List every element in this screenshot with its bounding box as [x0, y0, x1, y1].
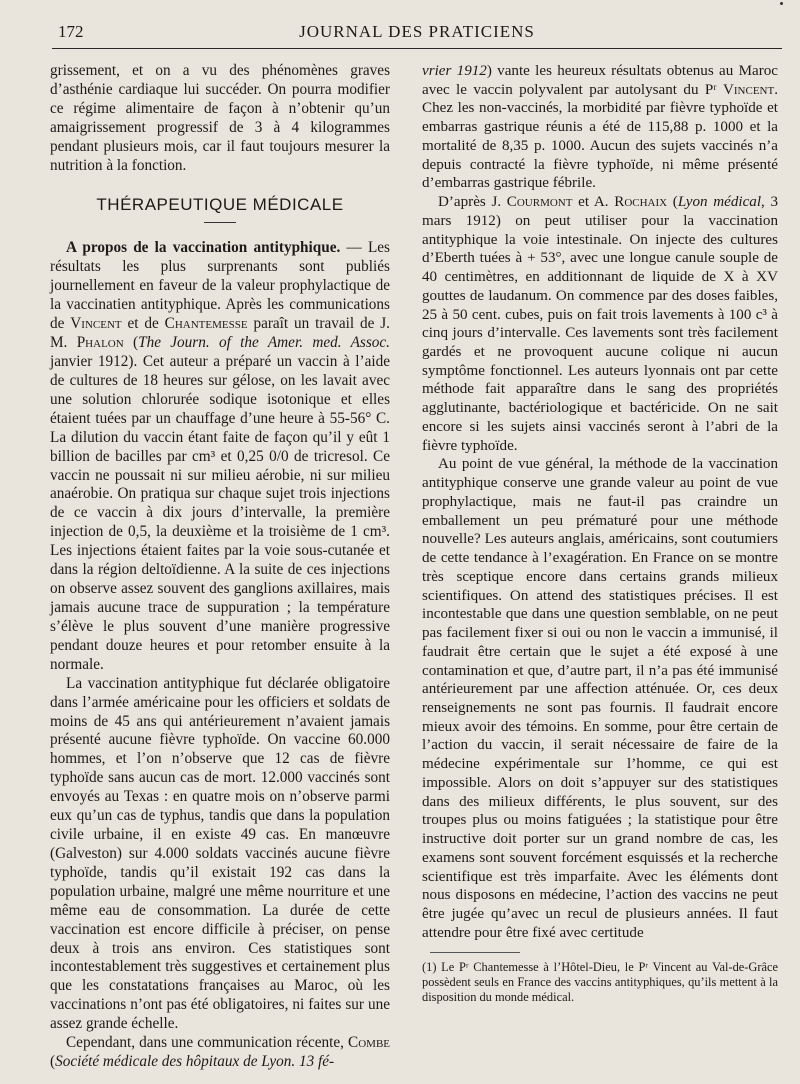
ink-dot: [780, 2, 783, 5]
text-run: Cependant, dans une communication récente,: [66, 1034, 349, 1052]
right-paragraph-1: [422, 62, 778, 193]
author-vincent: Vincent: [70, 315, 122, 333]
author-combe: Combe: [348, 1034, 390, 1052]
text-run: et de: [121, 315, 165, 333]
page-number: 172: [58, 22, 84, 41]
society-citation: Société médicale des hôpitaux de Lyon. 13 fé-: [55, 1053, 335, 1071]
text-run: , 3 mars 1912) on peut utiliser pour la vaccination antityphique la voie intestinale. On injecte des cultures d’Eberth tuées à + 53°, avec une longue canule souple de 40 centimètres, en additionnant de liquide de X à XV gouttes de laudanum. On commence par des doses faibles, 25 à 50 cent. cubes, puis on fait trois lavements à 100 c³ à cinq jours d’intervalle. Ces lavements sont très facilement gardés et ne provoquent aucune colique ni aucun symptôme fonctionnel. Les auteurs lyonnais ont par cette méthode fait apparaître dans le sang des propriétés agglutinante, bactériologique et bactéricide. On ne sait encore si les sujets ainsi vaccinés seront à l’abri de la fièvre typhoïde.: [422, 194, 779, 454]
article-paragraph-2: La vaccination antityphique fut déclarée obligatoire dans l’armée américaine pour les officiers et soldats de moins de 45 ans qui antérieurement n’avaient jamais présenté aucune fièvre typhoïde. On vaccine 60.000 hommes, et l’on n’observe que 12 cas de fièvre typhoïde sans aucun cas de mort. 12.000 vaccinés sont envoyés au Texas : en quatre mois on n’observe parmi eux qu’un cas de typhus, tandis que dans la population civile urbaine, il en existe 49 cas. En manœuvre (Galveston) sur 4.000 soldats vaccinés aucune fièvre typhoïde, tandis qu’il existait 192 cas dans la population urbaine, malgré une même nourriture et une même eau de consommation. La durée de cette vaccination est encore difficile à préciser, on pense deux à trois ans environ. Ces statistiques sont incontestablement très suggestives et certainement plus que les constatations françaises au Maroc, où les vaccinations n’ont pas été obligatoires, ni faites sur une assez grande échelle.: [50, 674, 390, 1033]
text-run: (: [123, 334, 139, 352]
title-dash: —: [340, 239, 368, 257]
author-chantemesse: Chantemesse: [164, 315, 248, 333]
article-paragraph-1: [50, 239, 390, 674]
left-column: [50, 62, 390, 1072]
right-paragraph-2: [422, 193, 778, 455]
text-run: Les résultats les plus surprenants sont publiés journellement en faveur de la valeur prophylactique de la vaccinatien antityphique. Après les communications de: [50, 239, 390, 333]
lyon-citation: Lyon médical: [677, 194, 762, 211]
author-vincent-2: Vincent: [722, 81, 775, 98]
text-run: et A.: [572, 194, 615, 211]
author-rochaix: Rochaix: [614, 194, 668, 211]
text-run: (: [50, 1053, 56, 1071]
right-column: [422, 62, 778, 943]
article-title: A propos de la vaccination antityphique.: [66, 239, 341, 257]
journal-citation: The Journ. of the Amer. med. Assoc.: [138, 334, 390, 352]
text-run: D’après J.: [438, 194, 507, 211]
author-courmont: Courmont: [506, 194, 573, 211]
right-paragraph-3: Au point de vue général, la méthode de la vaccination antityphique conserve une grande valeur au point de vue prophylactique, mais ne faut-il pas craindre un emballement un peu prématuré pour une méthode nouvelle? Les auteurs anglais, américains, sont coutumiers de cette tendance à l’exagération. En France on se montre très sceptique encore dans certains grands milieux scientifiques. On attend des statistiques précises. Il est incontestable que dans une question semblable, on ne peut pas facilement fixer si oui ou non le vaccin a immunisé, il faudrait être certain que le sujet a été exposé à une contamination et que, d’autre part, il n’a pas été immunisé antérieurement par une affection atténuée. Or, ces deux renseignements ne sont pas fournis. Il faudrait encore mieux avoir des témoins. En somme, pour être certain de l’action du vaccin, il serait nécessaire de faire de la médecine expérimentale sur l’homme, ce qui est impossible. Alors on doit s’appuyer sur des statistiques dans des milieux différents, le plus souvent, sur des troupes plus ou moins fatiguées ; la statistique pour être instructive doit porter sur un grand nombre de cas, les examens sont souvent forcément esquissés et la recherche scientifique est très imparfaite. Avec les éléments dont nous disposons en médecine, l’action des vaccins ne peut être jugée qu’avec un recul de plusieurs années. Il faut attendre pour être fixé avec certitude: [422, 456, 778, 941]
section-title: THÉRAPEUTIQUE MÉDICALE: [96, 194, 344, 214]
header-rule: [52, 48, 782, 49]
section-underline: [204, 222, 236, 223]
page-header: [52, 22, 782, 48]
article-paragraph-3: [50, 1034, 390, 1072]
text-run: paraît un travail de J. M.: [50, 315, 390, 352]
author-phalon: Phalon: [76, 334, 124, 352]
text-run: (: [667, 194, 678, 211]
continued-paragraph: grissement, et on a vu des phénomènes graves d’asthénie cardiaque lui succéder. On pourra modifier ce régime alimentaire de façon à n’obtenir qu’un amaigrissement progressif de 3 à 4 kilogrammes pendant plusieurs mois, car il faut toujours mesurer la nutrition à la fonction.: [50, 62, 390, 174]
journal-title: JOURNAL DES PRATICIENS: [299, 22, 535, 41]
text-run: janvier 1912). Cet auteur a préparé un vaccin à l’aide de cultures de 18 heures sur gélose, on les lavait avec une solution chlorurée sodique isotonique et elles étaient tuées par un chauffage d’une heure à 55-56° C. La dilution du vaccin étant faite de façon qu’il y eût 1 billion de bacilles par cm³ et 0,25 0/0 de tricresol. Ce vaccin ne poussait ni sur milieu aérobie, ni sur milieu anaérobie. On pratiqua sur chaque sujet trois injections de ce vaccin à dix jours d’intervalle, la première injection de 0,5, la deuxième et la troisième de 1 cm³. Les injections étaient faites par la voie sous-cutanée et dans la région deltoïdienne. A la suite de ces injections on observe assez souvent des ganglions axillaires, mais jamais aucune trace de suppuration ; la température s’élève le plus souvent d’une manière progressive pendant douze heures et pour retomber ensuite à la normale.: [50, 352, 390, 673]
text-run: ) vante les heureux résultats obtenus au Maroc avec le vaccin polyvalent par autolysant du Pʳ: [422, 63, 778, 98]
section-heading: [50, 196, 390, 224]
text-run: . Chez les non-vaccinés, la morbidité par fièvre typhoïde et embarras gastrique réunis a été de 115,88 p. 1000 et la mortalité de 8,35 p. 1000. Aucun des sujets vaccinés n’a depuis contracté la fièvre typhoïde, ni même présenté d’embarras gastrique fébrile.: [422, 81, 778, 192]
footnote: (1) Le Pʳ Chantemesse à l’Hôtel-Dieu, le Pʳ Vincent au Val-de-Grâce possèdent seuls en France des vaccins antityphiques, qu’ils mettent à la disposition du monde médical.: [422, 960, 778, 1004]
footnote-rule: [430, 952, 520, 953]
citation-date: vrier 1912: [422, 63, 487, 79]
